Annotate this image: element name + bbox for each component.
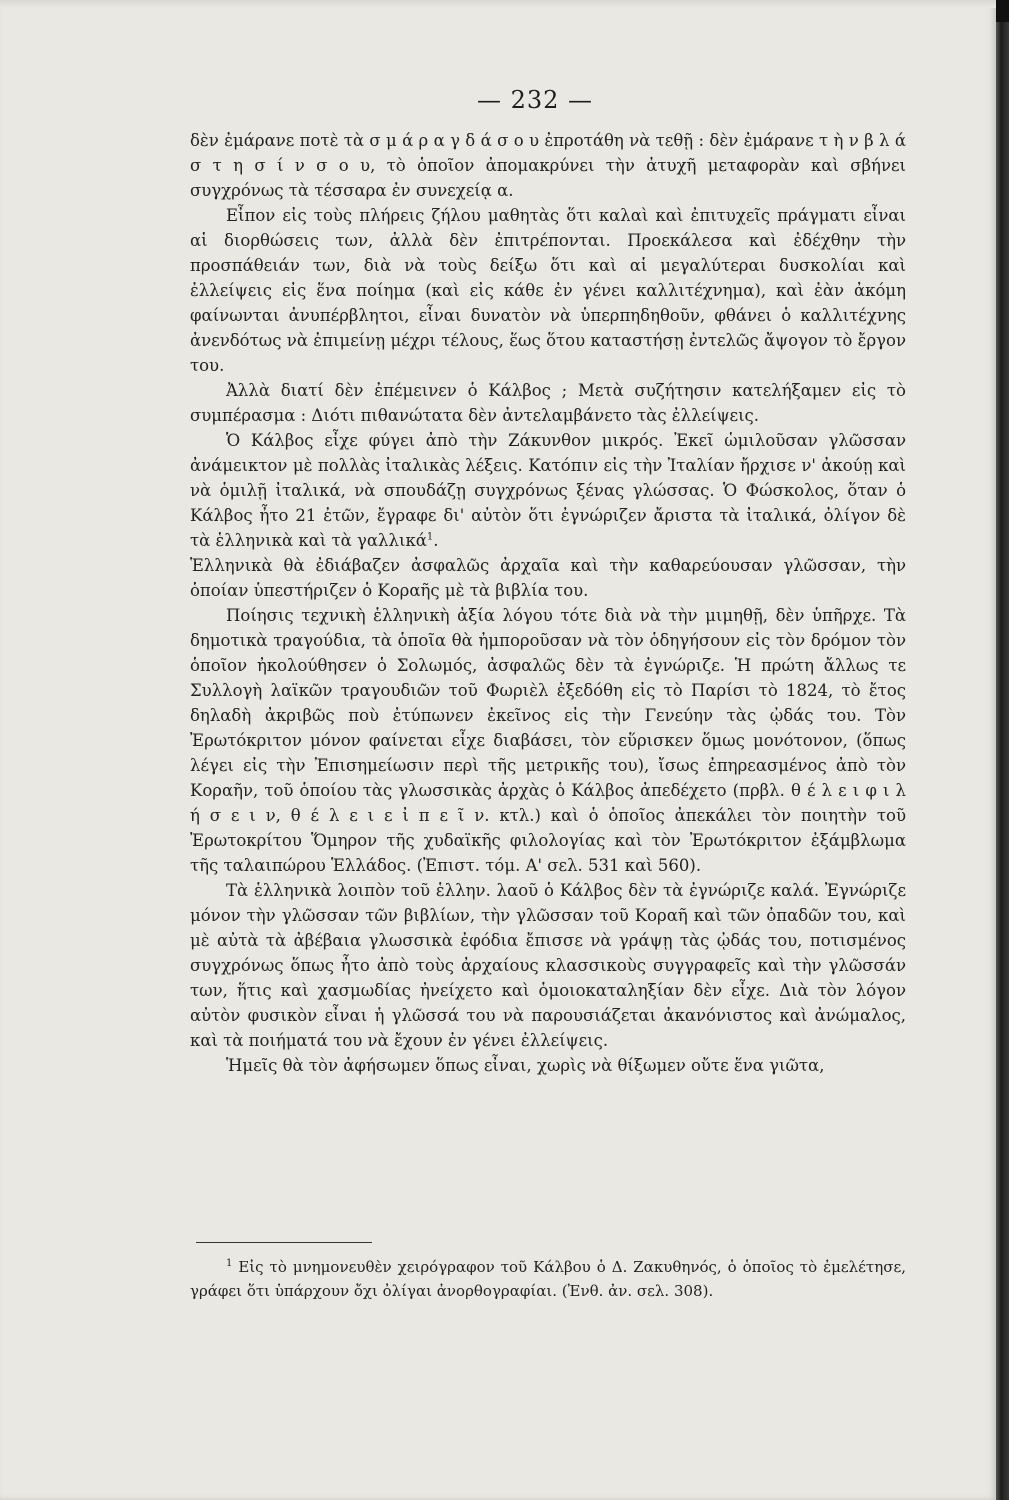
footnote-marker: 1 [226, 1258, 233, 1269]
paragraph-5: Ἑλληνικὰ θὰ ἐδιάβαζεν ἀσφαλῶς ἀρχαῖα καὶ τὴν καθαρεύουσαν γλῶσσαν, τὴν ὁποίαν ὑπεστήριζεν ὁ Κοραῆς μὲ τὰ βιβλία του. [190, 556, 906, 600]
paragraph-1: δὲν ἐμάρανε ποτὲ τὰ σ μ ά ρ α γ δ ά σ ο υ ἐπροτάθη νὰ τεθῇ : δὲν ἐμάρανε τ ὴ ν β λ ά σ τ η σ ί ν σ ο υ, τὸ ὁποῖον ἀπομακρύνει τὴν ἀτυχῆ μεταφορὰν καὶ σβήνει συγχρόνως τὰ τέσσαρα ἐν συνεχείᾳ α. [190, 131, 906, 200]
scanner-corner-mark [996, 0, 1009, 22]
paragraph-8: Ἡμεῖς θὰ τὸν ἀφήσωμεν ὅπως εἶναι, χωρὶς νὰ θίξωμεν οὔτε ἕνα γιῶτα, [226, 1056, 825, 1075]
body-text [190, 128, 906, 1078]
footnotes [190, 1255, 906, 1303]
footnote-divider [196, 1242, 372, 1243]
footnote-1 [190, 1255, 906, 1303]
paragraph-4-text: Ὁ Κάλβος εἶχε φύγει ἀπὸ τὴν Ζάκυνθον μικρός. Ἐκεῖ ὡμιλοῦσαν γλῶσσαν ἀνάμεικτον μὲ πολλὰς ἰταλικὰς λέξεις. Κατόπιν εἰς τὴν Ἰταλίαν ἤρχισε ν' ἀκούῃ καὶ νὰ ὁμιλῇ ἰταλικά, νὰ σπουδάζῃ συγχρόνως ξένας γλώσσας. Ὁ Φώσκολος, ὅταν ὁ Κάλβος ἦτο 21 ἐτῶν, ἔγραφε δι' αὐτὸν ὅτι ἐγνώριζεν ἄριστα τὰ ἰταλικά, ὀλίγον δὲ τὰ ἑλληνικὰ καὶ τὰ γαλλικά [190, 431, 906, 550]
page-number: — 232 — [476, 86, 594, 114]
paragraph-3: Ἀλλὰ διατί δὲν ἐπέμεινεν ὁ Κάλβος ; Μετὰ συζήτησιν κατελήξαμεν εἰς τὸ συμπέρασμα : Διότι πιθανώτατα δὲν ἀντελαμβάνετο τὰς ἐλλείψεις. [190, 381, 906, 425]
scan-edge [0, 0, 996, 8]
paragraph-2: Εἶπον εἰς τοὺς πλήρεις ζήλου μαθητὰς ὅτι καλαὶ καὶ ἐπιτυχεῖς πράγματι εἶναι αἱ διορθώσεις των, ἀλλὰ δὲν ἐπιτρέπονται. Προεκάλεσα καὶ ἐδέχθην τὴν προσπάθειάν των, διὰ νὰ τοὺς δείξω ὅτι καὶ αἱ μεγαλύτεραι δυσκολίαι καὶ ἐλλείψεις εἰς ἕνα ποίημα (καὶ εἰς κάθε ἐν γένει καλλιτέχνημα), καὶ ἐὰν ἀκόμη φαίνωνται ἀνυπέρβλητοι, εἶναι δυνατὸν νὰ ὑπερπηδηθοῦν, φθάνει ὁ καλλιτέχνης ἀνενδότως νὰ ἐπιμείνῃ μέχρι τέλους, ἕως ὅτου καταστήσῃ ἐντελῶς ἄψογον τὸ ἔργον του. [190, 206, 906, 375]
footnote-text: Εἰς τὸ μνημονευθὲν χειρόγραφον τοῦ Κάλβου ὁ Δ. Ζακυθηνός, ὁ ὁποῖος τὸ ἐμελέτησε, γράφει ὅτι ὑπάρχουν ὄχι ὀλίγαι ἀνορθογραφίαι. (Ἐνθ. ἀν. σελ. 308). [190, 1258, 906, 1300]
paragraph-6: Ποίησις τεχνικὴ ἑλληνικὴ ἀξία λόγου τότε διὰ νὰ τὴν μιμηθῇ, δὲν ὑπῆρχε. Τὰ δημοτικὰ τραγούδια, τὰ ὁποῖα θὰ ἠμποροῦσαν νὰ τὸν ὁδηγήσουν εἰς τὸν δρόμον τὸν ὁποῖον ἠκολούθησεν ὁ Σολωμός, ἀσφαλῶς δὲν τὰ ἐγνώριζε. Ἡ πρώτη ἄλλως τε Συλλογὴ λαϊκῶν τραγουδιῶν τοῦ Φωριὲλ ἐξεδόθη εἰς τὸ Παρίσι τὸ 1824, τὸ ἔτος δηλαδὴ ἀκριβῶς ποὺ ἐτύπωνεν ἐκεῖνος εἰς τὴν Γενεύην τὰς ᾠδάς του. Τὸν Ἐρωτόκριτον μόνον φαίνεται εἶχε διαβάσει, τὸν εὕρισκεν ὅμως μονότονον, (ὅπως λέγει εἰς τὴν Ἐπισημείωσιν περὶ τῆς μετρικῆς του), ἴσως ἐπηρεασμένος ἀπὸ τὸν Κοραῆν, τοῦ ὁποίου τὰς γλωσσικὰς ἀρχὰς ὁ Κάλβος ἀπεδέχετο (πρβλ. θ έ λ ε ι φ ι λ ή σ ε ι ν, θ έ λ ε ι ε ἰ π ε ῖ ν. κτλ.) καὶ ὁ ὁποῖος ἀπεκάλει τὸν ποιητὴν τοῦ Ἐρωτοκρίτου Ὅμηρον τῆς χυδαϊκῆς φιλολογίας καὶ τὸν Ἐρωτόκριτον ἐξάμβλωμα τῆς ταλαιπώρου Ἑλλάδος. (Ἐπιστ. τόμ. Α' σελ. 531 καὶ 560). [190, 606, 906, 875]
paragraph-7: Τὰ ἑλληνικὰ λοιπὸν τοῦ ἑλλην. λαοῦ ὁ Κάλβος δὲν τὰ ἐγνώριζε καλά. Ἐγνώριζε μόνον τὴν γλῶσσαν τῶν βιβλίων, τὴν γλῶσσαν τοῦ Κοραῆ καὶ τῶν ὀπαδῶν του, καὶ μὲ αὐτὰ τὰ ἀβέβαια γλωσσικὰ ἐφόδια ἔπισσε νὰ γράψῃ τὰς ᾠδάς του, ποτισμένος συγχρόνως ὅπως ἦτο ἀπὸ τοὺς ἀρχαίους κλασσικοὺς συγγραφεῖς καὶ τὴν γλῶσσάν των, ἥτις καὶ χασμωδίας ἠνείχετο καὶ ὁμοιοκαταληξίαν δὲν εἶχε. Διὰ τὸν λόγον αὐτὸν φυσικὸν εἶναι ἡ γλῶσσά του νὰ παρουσιάζεται ἀκανόνιστος καὶ ἀνώμαλος, καὶ τὰ ποιήματά του νὰ ἔχουν ἐν γένει ἐλλείψεις. [190, 881, 906, 1050]
paragraph-4: Ὁ Κάλβος εἶχε φύγει ἀπὸ τὴν Ζάκυνθον μικρός. Ἐκεῖ ὡμιλοῦσαν γλῶσσαν ἀνάμεικτον μὲ πολλὰς ἰταλικὰς λέξεις. Κατόπιν εἰς τὴν Ἰταλίαν ἤρχισε ν' ἀκούῃ καὶ νὰ ὁμιλῇ ἰταλικά, νὰ σπουδάζῃ συγχρόνως ξένας γλώσσας. Ὁ Φώσκολος, ὅταν ὁ Κάλβος ἦτο 21 ἐτῶν, ἔγραφε δι' αὐτὸν ὅτι ἐγνώριζεν ἄριστα τὰ ἰταλικά, ὀλίγον δὲ τὰ ἑλληνικὰ καὶ τὰ γαλλικά$^1$. [190, 431, 906, 550]
footnote-reference: 1 [426, 531, 434, 543]
scanner-edge-strip [996, 0, 1009, 1500]
